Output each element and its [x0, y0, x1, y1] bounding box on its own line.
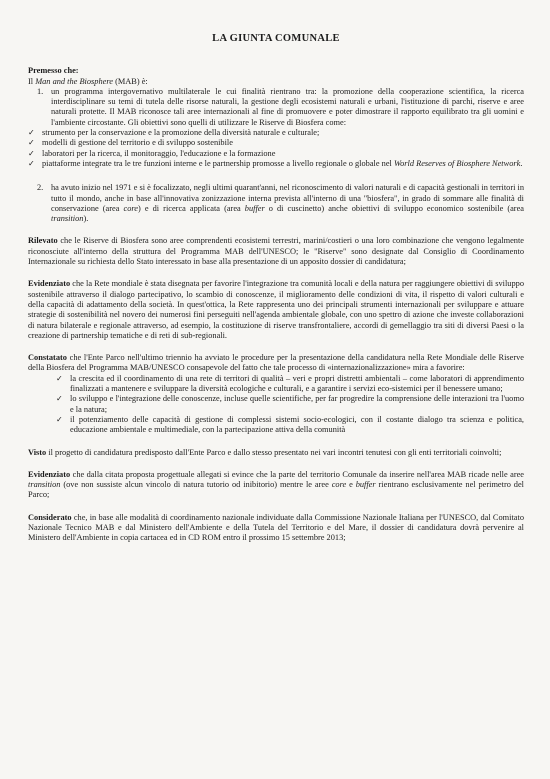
check-icon: ✓: [28, 138, 35, 148]
check-icon: ✓: [56, 394, 63, 404]
premesso-list: [28, 87, 524, 128]
objectives-list: [28, 128, 524, 169]
evidenziato-2-paragraph: Evidenziato che dalla citata proposta progettuale allegati si evince che la parte del territorio Comunale da inserire nell'area MAB ricade nelle aree transition (ove non sussiste alcun vincolo di natura tutorio od inibitorio) mentre le aree core e buffer rientrano esclusivamente nel perimetro del Parco;: [28, 469, 524, 500]
premesso-intro: Il Man and the Biosphere (MAB) è:: [28, 76, 148, 86]
considerato-paragraph: Considerato che, in base alle modalità di coordinamento nazionale individuate dalla Commissione Nazionale Italiana per l'UNESCO, dal Comitato Nazionale Tecnico MAB e dal Ministero dell'Ambiente e della Tutela del Territorio e del Mare, il dossier di candidatura dovrà pervenire al Ministero dell'Ambiente in copia cartacea ed in CD ROM entro il prossimo 15 settembre 2013;: [28, 512, 524, 543]
constatato-paragraph: Constatato che l'Ente Parco nell'ultimo triennio ha avviato le procedure per la presentazione della candidatura nella Rete Mondiale delle Riserve della Biosfera del Programma MAB/UNESCO consapevole del fatto che tale processo di «internazionalizzazione» mira a favorire:: [28, 353, 524, 373]
list-number: 2.: [37, 183, 44, 193]
check-icon: ✓: [56, 373, 63, 383]
list-number: 1.: [37, 86, 44, 96]
check-icon: ✓: [28, 158, 35, 168]
premesso-heading: Premesso che:: [28, 66, 79, 76]
objective-item: ✓ piattaforme integrate tra le tre funzioni interne e le partnership promosse a livello regionale o globale nel World Reserves of Biosphere Network.: [28, 158, 523, 168]
objective-item: ✓ laboratori per la ricerca, il monitoraggio, l'educazione e la formazione: [28, 148, 276, 158]
constatato-item: ✓ lo sviluppo e l'integrazione delle conoscenze, incluse quelle scientifiche, per far progredire la comprensione delle interazioni tra l'uomo e la natura;: [56, 394, 524, 414]
evidenziato-paragraph: Evidenziato che la Rete mondiale è stata disegnata per favorire l'integrazione tra comunità locali e della natura per raggiungere obiettivi di sviluppo sostenibile attraverso il dialogo partecipativo, lo scambio di conoscenze, il miglioramento delle condizioni di vita, il rispetto di valori culturali e della capacità di adattamento della società. In quest'ottica, la Rete rappresenta uno dei principali strumenti internazionali per sviluppare e attuare strategie di sostenibilità nel novero dei numerosi fini perseguiti nell'agenda ambientale globale, con uno spettro di azione che investe collaborazioni di natura bilaterale e regionale attraverso, ad esempio, la costituzione di riserve transfrontaliere, accordi di gemellaggio tra siti di diversi Paesi o la creazione di partnership tematiche e di reti di sub-regionali.: [28, 279, 524, 340]
objective-item: ✓ modelli di gestione del territorio e di sviluppo sostenibile: [28, 138, 233, 148]
list-item-2: 2. ha avuto inizio nel 1971 e si è focalizzato, negli ultimi quarant'anni, nel riconoscimento di valori naturali e di capacità gestionali in territori in tutto il mondo, anche in base all'innovativa zonizzazione interna prevista all'interno di una "biosfera", in grado di sommare alle finalità di conservazione (area core) e di ricerca applicata (area buffer o di cuscinetto) anche obiettivi di sviluppo economico sostenibile (area transition).: [37, 183, 525, 224]
check-icon: ✓: [28, 128, 35, 138]
check-icon: ✓: [28, 148, 35, 158]
premesso-section: [28, 66, 524, 224]
objective-item: ✓ strumento per la conservazione e la promozione della diversità naturale e culturale;: [28, 128, 320, 138]
constatato-list: [28, 374, 524, 436]
document-title: LA GIUNTA COMUNALE: [212, 33, 340, 44]
premesso-list-2: [28, 183, 524, 224]
list-item-1: 1. un programma intergovernativo multilaterale le cui finalità rientrano tra: la promozione della cooperazione scientifica, la ricerca interdisciplinare su temi di tutela delle risorse naturali, la gestione degli ecosistemi naturali e urbani, l'istituzione di parchi, riserve e aree naturali protette. Il MAB riconosce tali aree internazionali al fine di promuovere e poter dimostrare il rapporto equilibrato tra gli uomini e l'ambiente circostante. Gli obiettivi sono quelli di utilizzare le Riserve di Biosfera come:: [37, 86, 524, 127]
constatato-item: ✓ il potenziamento delle capacità di gestione di complessi sistemi socio-ecologici, con il costante dialogo tra scienza e politica, educazione ambientale e multimediale, con la partecipazione attiva della comunità: [56, 414, 524, 435]
check-icon: ✓: [56, 414, 63, 424]
constatato-section: [28, 353, 524, 435]
rilevato-paragraph: Rilevato che le Riserve di Biosfera sono aree comprendenti ecosistemi terrestri, marini/costieri o una loro combinazione che vengono legalmente riconosciute all'interno della struttura del Programma MAB dell'UNESCO; le "Riserve" sono designate dal Consiglio di Coordinamento Internazionale su richiesta dello Stato interessato in base alla presentazione di un apposito dossier di candidatura;: [28, 236, 524, 267]
constatato-item: ✓ la crescita ed il coordinamento di una rete di territori di qualità – veri e propri distretti ambientali – come laboratori di apprendimento finalizzati a mantenere e sviluppare la diversità ecologiche e culturali, e a garantire i servizi eco-sistemici per il benessere umano;: [56, 373, 524, 394]
visto-paragraph: Visto il progetto di candidatura predisposto dall'Ente Parco e dallo stesso presentato nei vari incontri tenutesi con gli enti territoriali coinvolti;: [28, 447, 502, 457]
